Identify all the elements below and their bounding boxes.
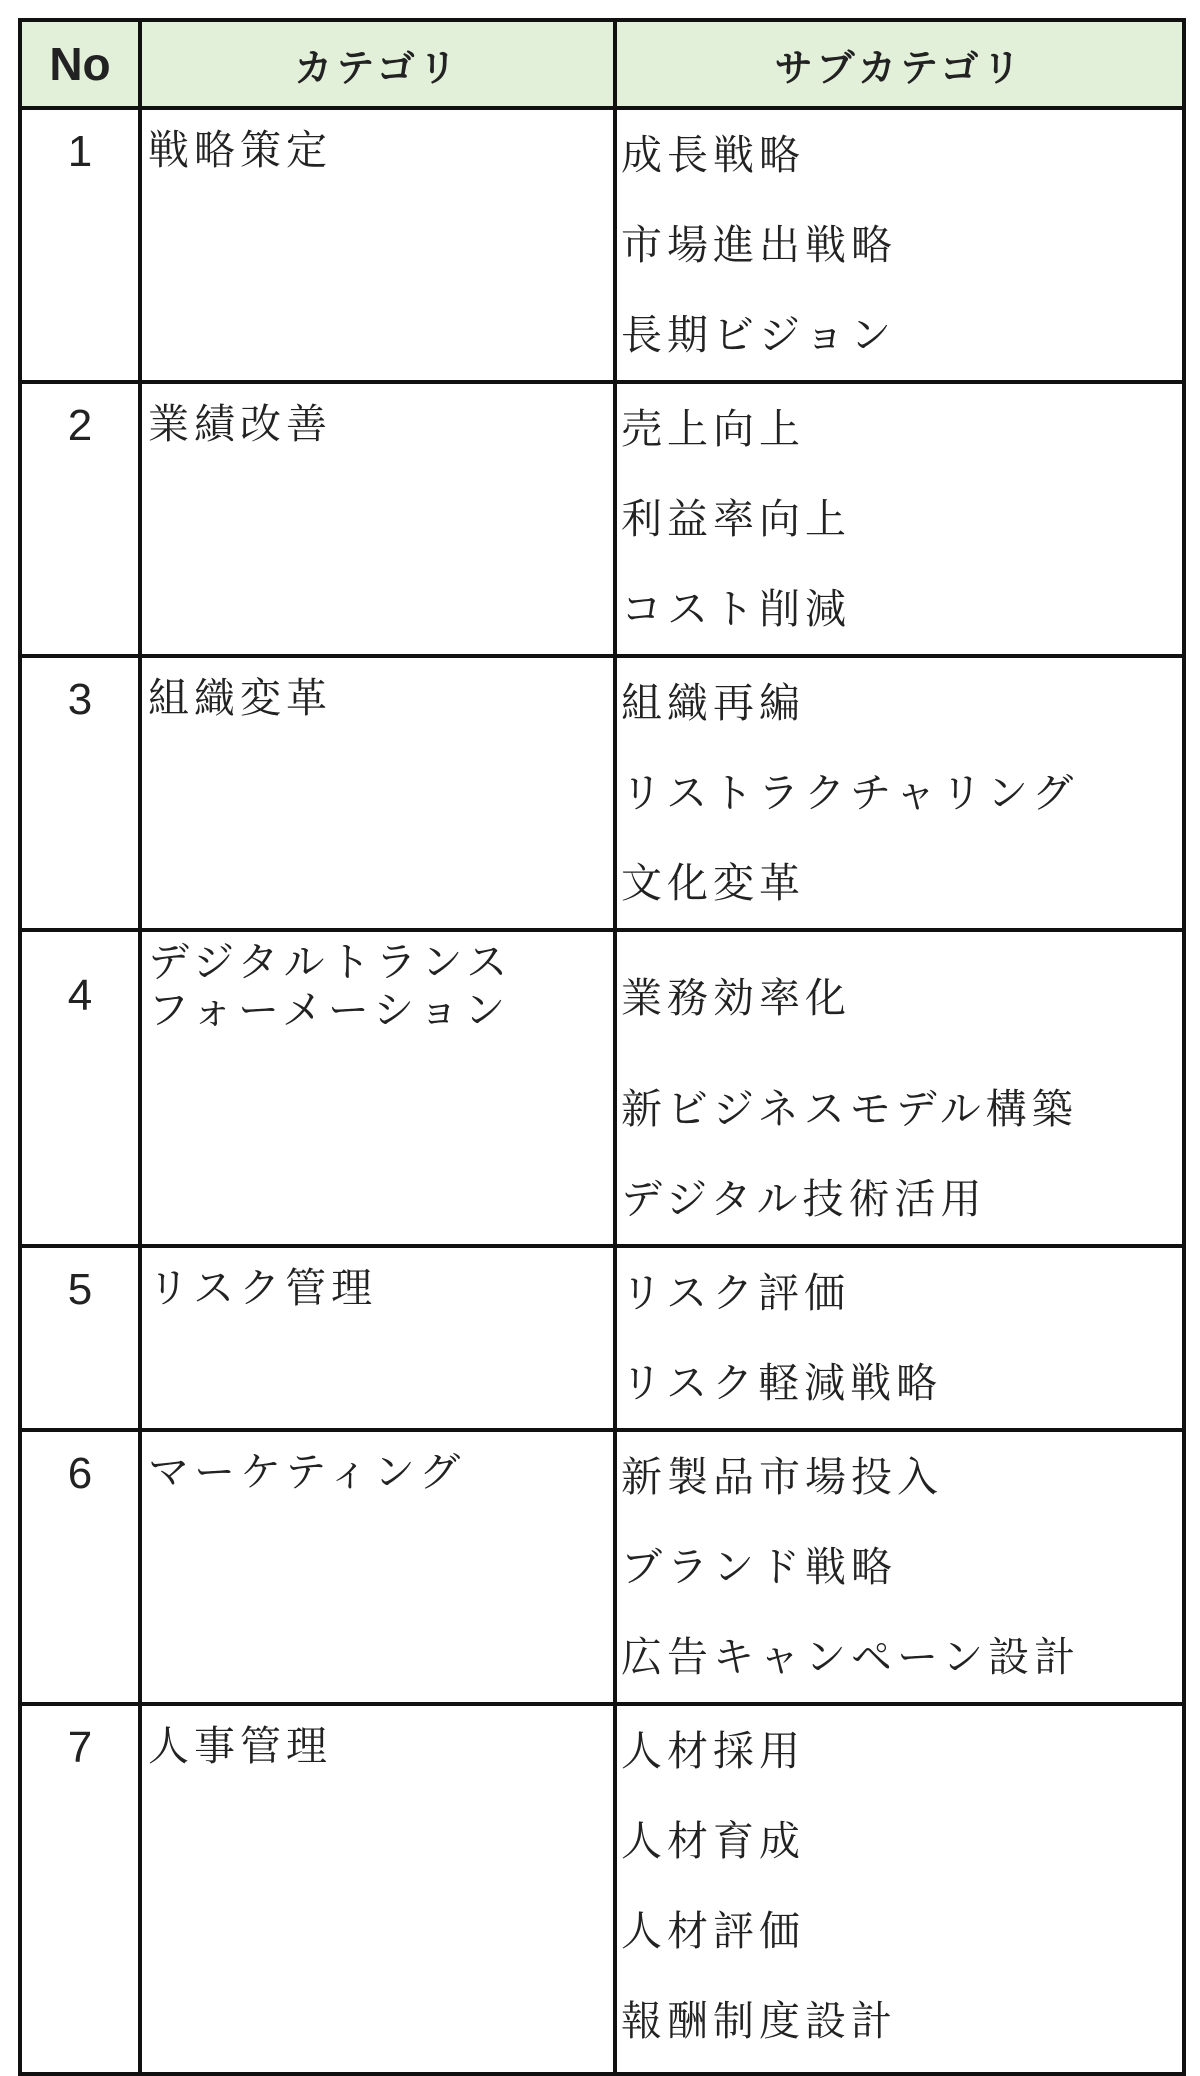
subcategory-item: 利益率向上	[621, 495, 851, 543]
category-line: フォーメーション	[148, 986, 511, 1034]
subcategory-item: 人材評価	[621, 1907, 805, 1955]
category-cell: マーケティング	[140, 1430, 615, 1704]
subcategory-item: デジタル技術活用	[621, 1175, 987, 1223]
category-cell: 業績改善	[140, 382, 615, 656]
subcategory-item: コスト削減	[621, 585, 851, 633]
subcategory-item: 新製品市場投入	[621, 1453, 943, 1501]
header-no: No	[20, 20, 140, 108]
table-row	[20, 656, 1184, 930]
subcategory-item: 成長戦略	[621, 131, 805, 179]
subcategory-item: リスク軽減戦略	[621, 1359, 943, 1407]
table-row	[20, 1704, 1184, 2074]
table-row	[20, 108, 1184, 382]
row-number: 2	[20, 382, 140, 656]
category-cell: 戦略策定	[140, 108, 615, 382]
subcategory-cell	[615, 656, 1184, 930]
row-number: 1	[20, 108, 140, 382]
category-cell: リスク管理	[140, 1246, 615, 1430]
subcategory-item: 文化変革	[621, 859, 805, 907]
category-line: デジタルトランス	[148, 938, 513, 986]
subcategory-cell	[615, 930, 1184, 1246]
subcategory-item: ブランド戦略	[621, 1543, 897, 1591]
subcategory-item: リストラクチャリング	[621, 769, 1079, 817]
category-cell: 人事管理	[140, 1704, 615, 2074]
category-table	[18, 18, 1186, 2076]
subcategory-cell	[615, 108, 1184, 382]
subcategory-item: 人材採用	[621, 1727, 805, 1775]
row-number: 5	[20, 1246, 140, 1430]
subcategory-cell	[615, 1430, 1184, 1704]
subcategory-cell	[615, 1246, 1184, 1430]
row-number: 6	[20, 1430, 140, 1704]
table-row	[20, 1246, 1184, 1430]
subcategory-item: リスク評価	[621, 1269, 851, 1317]
subcategory-item: 市場進出戦略	[621, 221, 897, 269]
subcategory-item: 報酬制度設計	[621, 1997, 897, 2045]
table-row	[20, 930, 1184, 1246]
subcategory-item: 広告キャンペーン設計	[621, 1633, 1081, 1681]
table-row	[20, 1430, 1184, 1704]
subcategory-item: 人材育成	[621, 1817, 805, 1865]
subcategory-item: 新ビジネスモデル構築	[621, 1085, 1078, 1133]
row-number: 4	[20, 930, 140, 1246]
header-subcategory: サブカテゴリ	[615, 20, 1184, 108]
row-number: 7	[20, 1704, 140, 2074]
table-row	[20, 382, 1184, 656]
category-cell	[140, 930, 615, 1246]
subcategory-item: 業務効率化	[621, 974, 851, 1022]
table-header-row	[20, 20, 1184, 108]
category-cell: 組織変革	[140, 656, 615, 930]
row-number: 3	[20, 656, 140, 930]
subcategory-cell	[615, 1704, 1184, 2074]
subcategory-item: 売上向上	[621, 405, 805, 453]
subcategory-cell	[615, 382, 1184, 656]
header-category: カテゴリ	[140, 20, 615, 108]
subcategory-item: 長期ビジョン	[621, 311, 897, 359]
subcategory-item: 組織再編	[621, 679, 805, 727]
